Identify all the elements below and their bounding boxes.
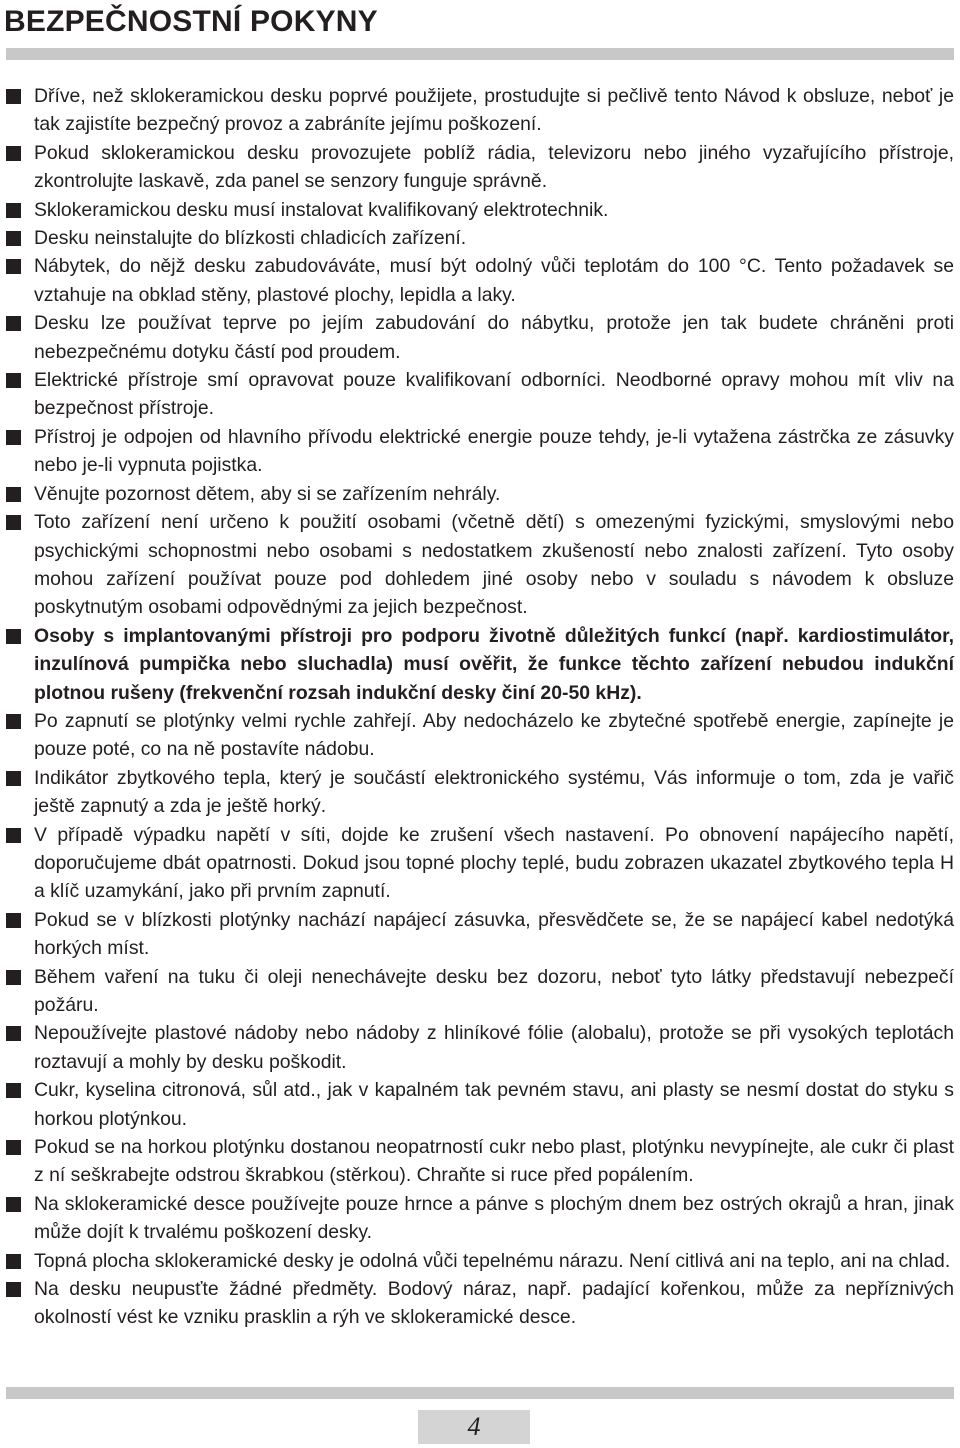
item-text: Nepoužívejte plastové nádoby nebo nádoby z hliníkové fólie (alobalu), protože se při vysokých teplotách roztavují a mohly by desku poškodit. <box>34 1022 954 1073</box>
item-text: Pokud se v blízkosti plotýnky nachází napájecí zásuvka, přesvědčete se, že se napájecí kabel nedotýká horkých míst. <box>34 908 954 960</box>
item-text: Toto zařízení není určeno k použití osobami (včetně dětí) s omezenými fyzickými, smyslovými nebo psychickými schopnostmi nebo osobami s nedostatkem zkušeností nebo znalosti zařízení. Tyto osoby mohou zařízení používat pouze pod dohledem jiné osoby nebo v souladu s návodem k obsluze poskytnutým osobami odpovědnými za jejich bezpečnost. <box>34 511 954 619</box>
list-item <box>6 196 954 224</box>
list-item <box>6 423 954 480</box>
list-item-warning <box>6 622 954 707</box>
square-bullet-icon <box>6 970 21 985</box>
square-bullet-icon <box>6 231 21 246</box>
list-item <box>6 252 954 309</box>
item-text: Desku lze používat teprve po jejím zabudování do nábytku, protože jen tak budete chráněni proti nebezpečnému dotyku částí pod proudem. <box>34 312 954 363</box>
list-item <box>6 764 954 821</box>
list-item <box>6 366 954 423</box>
page-number: 4 <box>467 1412 481 1441</box>
square-bullet-icon <box>6 146 21 161</box>
item-text: Desku neinstalujte do blízkosti chladicích zařízení. <box>34 227 467 250</box>
list-item <box>6 1076 954 1133</box>
list-item <box>6 309 954 366</box>
item-text: Během vaření na tuku či oleji nenechávejte desku bez dozoru, neboť tyto látky představují nebezpečí požáru. <box>34 965 954 1016</box>
page-number-box <box>418 1410 530 1444</box>
list-item <box>6 1275 954 1332</box>
page-title: BEZPEČNOSTNÍ POKYNY <box>4 5 378 38</box>
square-bullet-icon <box>6 771 21 786</box>
list-item <box>6 1190 954 1247</box>
item-text: Sklokeramickou desku musí instalovat kvalifikovaný elektrotechnik. <box>34 198 609 221</box>
item-text: Věnujte pozornost dětem, aby si se zařízením nehrály. <box>34 482 501 505</box>
square-bullet-icon <box>6 89 21 104</box>
item-text: Po zapnutí se plotýnky velmi rychle zahřejí. Aby nedocházelo ke zbytečné spotřebě energie, zapínejte je pouze poté, co na ně postavíte nádobu. <box>34 709 954 761</box>
item-text: V případě výpadku napětí v síti, dojde ke zrušení všech nastavení. Po obnovení napájecího napětí, doporučujeme dbát opatrnosti. Dokud jsou topné plochy teplé, budu zobrazen ukazatel zbytkového tepla H a klíč uzamykání, jako při prvním zapnutí. <box>34 823 954 903</box>
item-text: Topná plocha sklokeramické desky je odolná vůči tepelnému nárazu. Není citlivá ani na teplo, ani na chlad. <box>34 1249 951 1272</box>
list-item <box>6 1247 954 1275</box>
list-item <box>6 1019 954 1076</box>
list-item <box>6 139 954 196</box>
square-bullet-icon <box>6 430 21 445</box>
square-bullet-icon <box>6 203 21 218</box>
item-text: Pokud sklokeramickou desku provozujete poblíž rádia, televizoru nebo jiného vyzařujícího přístroje, zkontrolujte laskavě, zda panel se senzory funguje správně. <box>34 141 954 193</box>
square-bullet-icon <box>6 913 21 928</box>
list-item <box>6 508 954 622</box>
item-text: Dříve, než sklokeramickou desku poprvé použijete, prostudujte si pečlivě tento Návod k obsluze, neboť je tak zajistíte bezpečný provoz a zabráníte jejímu poškození. <box>34 85 954 136</box>
item-text: Indikátor zbytkového tepla, který je součástí elektronického systému, Vás informuje o tom, zda je vařič ještě zapnutý a zda je ještě horký. <box>34 766 954 818</box>
square-bullet-icon <box>6 487 21 502</box>
square-bullet-icon <box>6 1140 21 1155</box>
square-bullet-icon <box>6 1026 21 1041</box>
list-item <box>6 821 954 906</box>
safety-instructions-list <box>6 82 954 1332</box>
square-bullet-icon <box>6 714 21 729</box>
item-text: Cukr, kyselina citronová, sůl atd., jak v kapalném tak pevném stavu, ani plasty se nesmí dostat do styku s horkou plotýnkou. <box>34 1079 954 1130</box>
item-text: Na desku neupusťte žádné předměty. Bodový náraz, např. padající kořenkou, může za nepříznivých okolností vést ke vzniku prasklin a rýh ve sklokeramické desce. <box>34 1278 954 1329</box>
item-text: Přístroj je odpojen od hlavního přívodu elektrické energie pouze tehdy, je-li vytažena zástrčka ze zásuvky nebo je-li vypnuta pojistka. <box>34 425 954 477</box>
square-bullet-icon <box>6 1083 21 1098</box>
square-bullet-icon <box>6 373 21 388</box>
square-bullet-icon <box>6 1282 21 1297</box>
square-bullet-icon <box>6 1254 21 1269</box>
square-bullet-icon <box>6 515 21 530</box>
square-bullet-icon <box>6 316 21 331</box>
list-item <box>6 224 954 252</box>
list-item <box>6 707 954 764</box>
list-item <box>6 906 954 963</box>
list-item <box>6 963 954 1020</box>
footer-divider <box>6 1387 954 1399</box>
item-text: Elektrické přístroje smí opravovat pouze kvalifikovaní odborníci. Neodborné opravy mohou mít vliv na bezpečnost přístroje. <box>34 369 954 420</box>
item-text: Pokud se na horkou plotýnku dostanou neopatrností cukr nebo plast, plotýnku nevypínejte, ale cukr či plast z ní seškrabejte odstrou škrabkou (stěrkou). Chraňte si ruce před popálením. <box>34 1136 954 1187</box>
item-text: Osoby s implantovanými přístroji pro podporu životně důležitých funkcí (např. kardiostimulátor, inzulínová pumpička nebo sluchadla) musí ověřit, že funkce těchto zařízení nebudou indukční plotnou rušeny (frekvenční rozsah indukční desky činí 20-50 kHz). <box>34 624 954 704</box>
square-bullet-icon <box>6 1197 21 1212</box>
square-bullet-icon <box>6 259 21 274</box>
square-bullet-icon <box>6 828 21 843</box>
square-bullet-icon <box>6 629 21 644</box>
list-item <box>6 1133 954 1190</box>
header-divider <box>6 48 954 60</box>
item-text: Na sklokeramické desce používejte pouze hrnce a pánve s plochým dnem bez ostrých okrajů a hran, jinak může dojít k trvalému poškození desky. <box>34 1192 954 1244</box>
list-item <box>6 82 954 139</box>
item-text: Nábytek, do nějž desku zabudováváte, musí být odolný vůči teplotám do 100 °C. Tento požadavek se vztahuje na obklad stěny, plastové plochy, lepidla a laky. <box>34 255 954 306</box>
list-item <box>6 480 954 508</box>
